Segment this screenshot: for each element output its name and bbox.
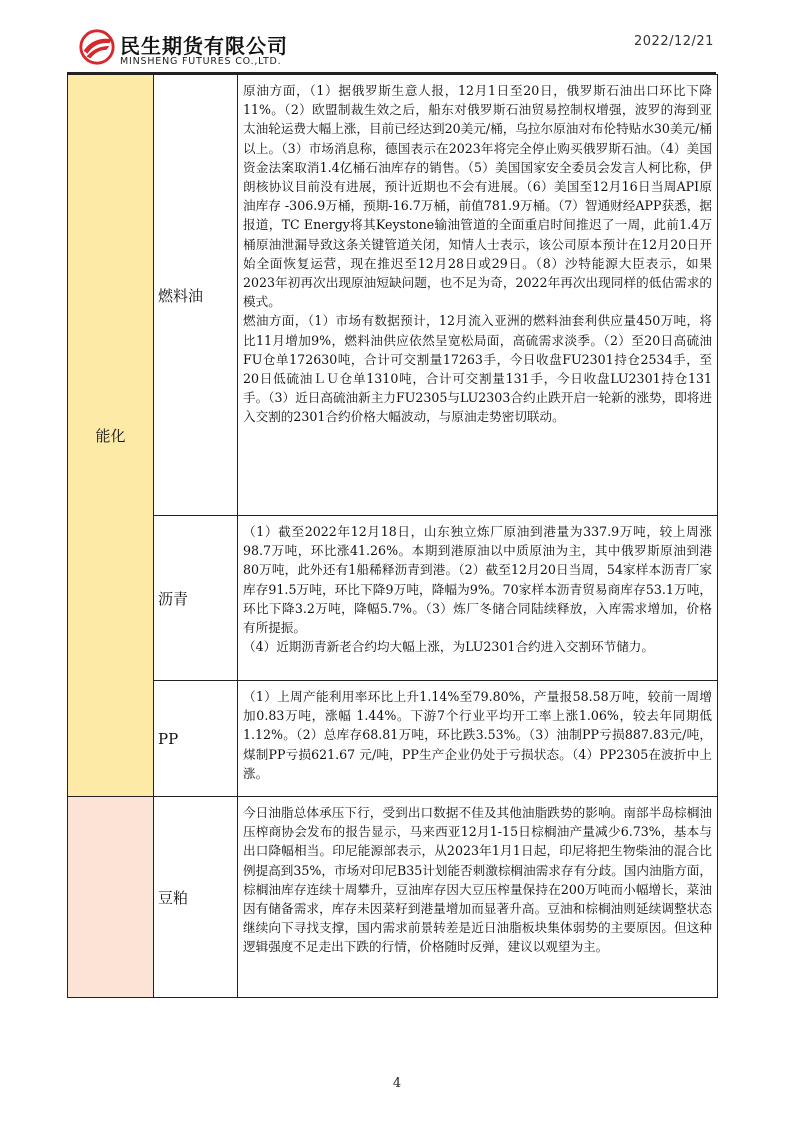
report-date: 2022/12/21 <box>634 34 714 49</box>
commentary-paragraph: 原油方面，（1）据俄罗斯生意人报，12月1日至20日，俄罗斯石油出口环比下降11%。（2）欧盟制裁生效之后，船东对俄罗斯石油贸易控制权增强，波罗的海到亚太油轮运费大幅上涨，目前已经达到20美元/桶，乌拉尔原油对布伦特贴水30美元/桶以上。（3）市场消息称，德国表示在2023年将完全停止购买俄罗斯石油。（4）美国资金法案取消1.4亿桶石油库存的销售。（5）美国国家安全委员会发言人柯比称，伊朗核协议目前没有进展，预计近期也不会有进展。（6）美国至12月16日当周API原油库存 -306.9万桶，预期-16.7万桶，前值781.9万桶。（7）智通财经APP获悉，据报道，TC Energy将其Keystone输油管道的全面重启时间推迟了一周，此前1.4万桶原油泄漏导致这条关键管道关闭，知情人士表示，该公司原本预计在12月20日开始全面恢复运营，现在推迟至12月28日或29日。（8）沙特能源大臣表示，如果2023年初再次出现原油短缺问题，也不足为奇，2022年再次出现同样的低估需求的模式。 <box>243 83 712 310</box>
table-row <box>68 797 718 998</box>
table-row <box>68 516 718 681</box>
commentary-paragraph: （4）近期沥青新老合约均大幅上涨，为LU2301合约进入交割环节储力。 <box>243 639 654 655</box>
company-name-en: MINSHENG FUTURES CO.,LTD. <box>120 56 282 67</box>
commentary-cell-asphalt <box>238 516 718 681</box>
minsheng-logo-icon <box>78 28 116 66</box>
company-name-cn: 民生期货有限公司 <box>120 34 288 58</box>
table-row <box>68 75 718 516</box>
commentary-paragraph: （1）上周产能利用率环比上升1.14%至79.80%，产量报58.58万吨，较前一周增加0.83万吨，涨幅 1.44%。下游7个行业平均开工率上涨1.06%，较去年同期低1.12%。（2）总库存68.81万吨，环比跌3.53%。（3）油制PP亏损887.83元/吨，煤制PP亏损621.67 元/吨，PP生产企业仍处于亏损状态。（4）PP2305在波折中上涨。 <box>243 689 712 781</box>
page-number: 4 <box>392 1076 402 1091</box>
commentary-paragraph: 今日油脂总体承压下行，受到出口数据不佳及其他油脂跌势的影响。南部半岛棕榈油压榨商协会发布的报告显示，马来西亚12月1-15日棕榈油产量减少6.73%，基本与出口降幅相当。印尼能源部表示，从2023年1月1日起，印尼将把生物柴油的混合比例提高到35%，市场对印尼B35计划能否刺激棕榈油需求存有分歧。国内油脂方面，棕榈油库存连续十周攀升，豆油库存因大豆压榨量保持在200万吨而小幅增长，菜油因有储备需求，库存未因菜籽到港量增加而显著升高。豆油和棕榈油则延续调整状态继续向下寻找支撑，国内需求前景转差是近日油脂板块集体弱势的主要原因。但这种逻辑强度不足走出下跌的行情，价格随时反弹，建议以观望为主。 <box>243 805 712 955</box>
commentary-paragraph: 燃油方面，（1）市场有数据预计，12月流入亚洲的燃料油套利供应量450万吨，将比11月增加9%，燃料油供应依然呈宽松局面，高硫需求淡季。（2）至20日高硫油FU仓单172630吨，合计可交割量17263手，今日收盘FU2301持仓2534手，至20日低硫油ＬＵ仓单1310吨，合计可交割量131手，今日收盘LU2301持仓131手。（3）近日高硫油新主力FU2305与LU2303合约止跌开启一轮新的涨势，即将进入交割的2301合约价格大幅波动，与原油走势密切联动。 <box>243 313 712 425</box>
table-row <box>68 681 718 797</box>
page-header <box>0 0 794 70</box>
commentary-cell-pp <box>238 681 718 797</box>
commentary-cell-fuel-oil <box>238 75 718 516</box>
sector-cell-energy: 能化 <box>68 75 154 797</box>
product-cell-pp: PP <box>154 681 238 797</box>
product-cell-soymeal: 豆粕 <box>154 797 238 998</box>
sector-cell-agri <box>68 797 154 998</box>
commentary-paragraph: （1）截至2022年12月18日，山东独立炼厂原油到港量为337.9万吨，较上周涨98.7万吨，环比涨41.26%。本期到港原油以中质原油为主，其中俄罗斯原油到港80万吨，此外还有1船稀释沥青到港。（2）截至12月20日当周，54家样本沥青厂家库存91.5万吨，环比下降9万吨，降幅为9%。70家样本沥青贸易商库存53.1万吨，环比下降3.2万吨，降幅5.7%。（3）炼厂冬储合同陆续释放，入库需求增加，价格有所提振。 <box>243 524 712 636</box>
market-commentary-table <box>67 74 718 998</box>
commentary-cell-soymeal <box>238 797 718 998</box>
product-cell-fuel-oil: 燃料油 <box>154 75 238 516</box>
product-cell-asphalt: 沥青 <box>154 516 238 681</box>
